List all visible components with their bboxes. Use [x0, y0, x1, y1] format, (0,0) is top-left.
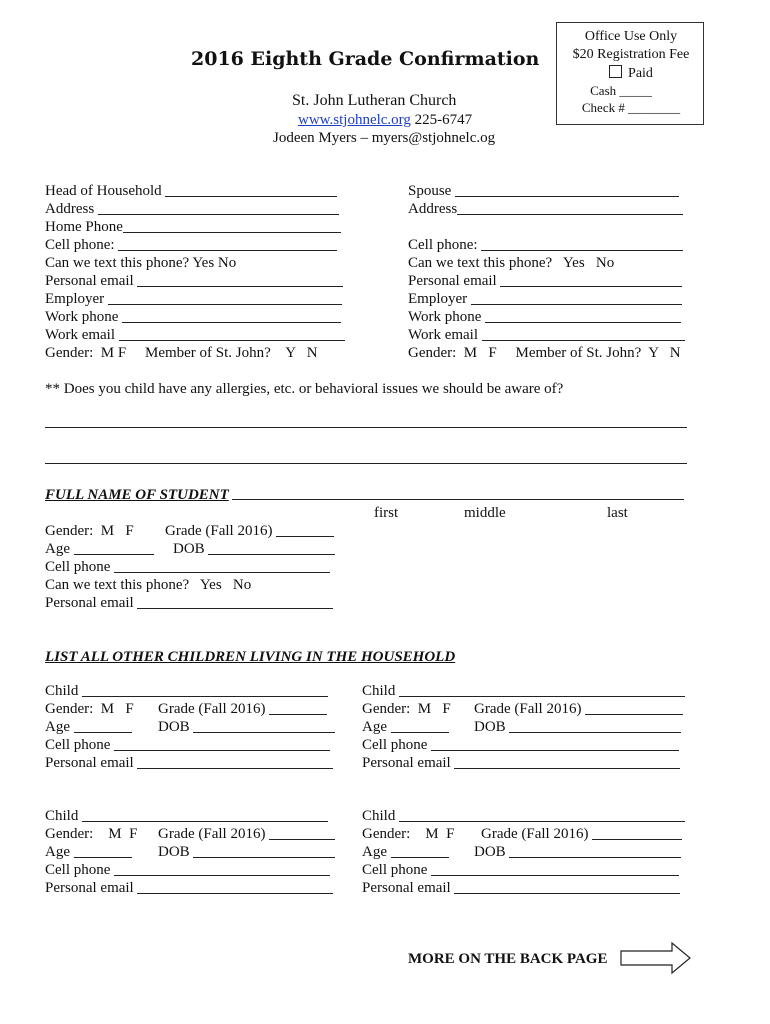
child-2-email-input[interactable] [454, 755, 680, 769]
website-link[interactable]: www.stjohnelc.org [298, 112, 411, 128]
church-name: St. John Lutheran Church [292, 92, 457, 109]
student-heading: FULL NAME OF STUDENT [45, 487, 229, 503]
spouse-address-input[interactable] [457, 201, 683, 215]
child-4-cell-input[interactable] [431, 862, 679, 876]
paid-checkbox[interactable] [609, 65, 622, 78]
hh-work-email-input[interactable] [119, 327, 345, 341]
child-4-age-field [362, 843, 449, 861]
hh-email-label: Personal email [45, 273, 134, 289]
allergy-line-2[interactable] [45, 463, 687, 464]
check-line: Check # ________ [581, 100, 681, 115]
student-grade-field [165, 522, 334, 540]
child-2-dob-field [474, 718, 681, 736]
spouse-label: Spouse [408, 183, 452, 199]
hh-work-email-field [45, 326, 345, 344]
student-age-input[interactable] [74, 541, 154, 555]
child-2-dob-input[interactable] [509, 719, 681, 733]
child-4-gender: Gender: M F [362, 826, 455, 842]
head-of-household-field [45, 182, 337, 200]
student-gender: Gender: M F [45, 523, 134, 539]
form-title: 2016 Eighth Grade Confirmation [191, 48, 540, 70]
hh-employer-input[interactable] [108, 291, 342, 305]
child-label: Child [45, 808, 79, 824]
contact-person: Jodeen Myers – myers@stjohnelc.og [273, 130, 496, 146]
child-1-name-field [45, 682, 328, 700]
child-2-age-field [362, 718, 449, 736]
spouse-cell-label: Cell phone: [408, 237, 478, 253]
child-1-age-input[interactable] [74, 719, 132, 733]
child-4-email-input[interactable] [454, 880, 680, 894]
child-4-dob-field [474, 843, 681, 861]
head-input[interactable] [165, 183, 337, 197]
child-4-name-field [362, 807, 685, 825]
child-2-email-field [362, 754, 680, 772]
child-1-age-field [45, 718, 132, 736]
child-1-grade-input[interactable] [269, 701, 327, 715]
child-1-grade-field [158, 700, 327, 718]
spouse-email-input[interactable] [500, 273, 682, 287]
child-1-dob-field [158, 718, 335, 736]
hh-employer-field [45, 290, 342, 308]
spouse-cell-input[interactable] [481, 237, 683, 251]
first-name-caption: first [374, 505, 399, 521]
home-phone-label: Home Phone [45, 219, 123, 235]
spouse-email-label: Personal email [408, 273, 497, 289]
child-4-grade-field [481, 825, 682, 843]
child-label: Child [45, 683, 79, 699]
child-3-cell-field [45, 861, 330, 879]
child-2-cell-input[interactable] [431, 737, 679, 751]
student-text-question: Can we text this phone? Yes No [45, 577, 252, 593]
child-2-age-input[interactable] [391, 719, 449, 733]
cash-line: Cash _____ [590, 83, 652, 98]
student-grade-input[interactable] [276, 523, 334, 537]
child-1-cell-input[interactable] [114, 737, 330, 751]
hh-cell-field [45, 236, 337, 254]
hh-address-label: Address [45, 201, 95, 217]
child-2-grade-field [474, 700, 683, 718]
hh-cell-label: Cell phone: [45, 237, 115, 253]
student-cell-input[interactable] [114, 559, 330, 573]
age-label: Age [45, 719, 70, 735]
church-phone: 225-6747 [414, 112, 473, 128]
home-phone-field [45, 218, 341, 236]
student-age-label: Age [45, 541, 70, 557]
spouse-input[interactable] [455, 183, 679, 197]
grade-label: Grade (Fall 2016) [158, 826, 266, 842]
registration-fee: $20 Registration Fee [572, 47, 690, 62]
dob-label: DOB [474, 719, 506, 735]
child-3-cell-input[interactable] [114, 862, 330, 876]
allergy-line-1[interactable] [45, 427, 687, 428]
student-email-field [45, 594, 333, 612]
hh-address-input[interactable] [98, 201, 339, 215]
spouse-work-email-label: Work email [408, 327, 479, 343]
spouse-work-phone-input[interactable] [485, 309, 681, 323]
child-1-email-input[interactable] [137, 755, 333, 769]
hh-work-email-label: Work email [45, 327, 116, 343]
hh-address-field [45, 200, 339, 218]
spouse-email-field [408, 272, 682, 290]
child-2-gender: Gender: M F [362, 701, 451, 717]
cell-label: Cell phone [362, 862, 428, 878]
student-email-label: Personal email [45, 595, 134, 611]
paid-label: Paid [628, 66, 653, 81]
hh-email-input[interactable] [137, 273, 343, 287]
child-3-age-field [45, 843, 132, 861]
child-3-email-input[interactable] [137, 880, 333, 894]
age-label: Age [362, 719, 387, 735]
email-label: Personal email [362, 880, 451, 896]
child-2-grade-input[interactable] [585, 701, 683, 715]
child-4-email-field [362, 879, 680, 897]
child-label: Child [362, 683, 396, 699]
email-label: Personal email [362, 755, 451, 771]
spouse-work-phone-field [408, 308, 681, 326]
student-grade-label: Grade (Fall 2016) [165, 523, 273, 539]
cell-label: Cell phone [45, 862, 111, 878]
children-heading: LIST ALL OTHER CHILDREN LIVING IN THE HOUSEHOLD [45, 649, 456, 665]
child-2-name-field [362, 682, 685, 700]
spouse-cell-field [408, 236, 683, 254]
spouse-employer-label: Employer [408, 291, 468, 307]
child-1-email-field [45, 754, 333, 772]
student-cell-field [45, 558, 330, 576]
child-3-age-input[interactable] [74, 844, 132, 858]
student-cell-label: Cell phone [45, 559, 111, 575]
child-3-grade-field [158, 825, 335, 843]
cell-label: Cell phone [362, 737, 428, 753]
spouse-work-email-field [408, 326, 685, 344]
child-3-name-input[interactable] [82, 808, 328, 822]
hh-work-phone-input[interactable] [122, 309, 341, 323]
spouse-work-phone-label: Work phone [408, 309, 482, 325]
office-use-box [556, 22, 704, 125]
office-heading: Office Use Only [584, 29, 678, 44]
child-1-gender: Gender: M F [45, 701, 134, 717]
grade-label: Grade (Fall 2016) [158, 701, 266, 717]
child-3-name-field [45, 807, 328, 825]
child-4-dob-input[interactable] [509, 844, 681, 858]
last-name-caption: last [607, 505, 628, 521]
grade-label: Grade (Fall 2016) [474, 701, 582, 717]
hh-gender-member: Gender: M F Member of St. John? Y N [45, 345, 318, 361]
middle-name-caption: middle [464, 505, 506, 521]
child-3-grade-input[interactable] [269, 826, 335, 840]
spouse-field [408, 182, 679, 200]
spouse-address-field [408, 200, 683, 218]
child-4-cell-field [362, 861, 679, 879]
child-1-dob-input[interactable] [193, 719, 335, 733]
child-3-dob-input[interactable] [193, 844, 335, 858]
hh-cell-input[interactable] [118, 237, 337, 251]
child-label: Child [362, 808, 396, 824]
student-dob-label: DOB [173, 541, 205, 557]
student-name-line[interactable] [232, 499, 684, 500]
child-2-name-input[interactable] [399, 683, 685, 697]
student-age-field [45, 540, 154, 558]
spouse-employer-input[interactable] [471, 291, 682, 305]
child-3-gender: Gender: M F [45, 826, 138, 842]
allergy-question: ** Does you child have any allergies, etc. or behavioral issues we should be aware of? [45, 381, 564, 397]
contact-line [298, 111, 472, 129]
hh-employer-label: Employer [45, 291, 105, 307]
child-3-dob-field [158, 843, 335, 861]
hh-text-question: Can we text this phone? Yes No [45, 255, 237, 271]
child-2-cell-field [362, 736, 679, 754]
spouse-gender-member: Gender: M F Member of St. John? Y N [408, 345, 681, 361]
spouse-employer-field [408, 290, 682, 308]
child-3-email-field [45, 879, 333, 897]
age-label: Age [362, 844, 387, 860]
dob-label: DOB [158, 844, 190, 860]
hh-email-field [45, 272, 343, 290]
hh-work-phone-label: Work phone [45, 309, 119, 325]
child-4-name-input[interactable] [399, 808, 685, 822]
age-label: Age [45, 844, 70, 860]
spouse-work-email-input[interactable] [482, 327, 685, 341]
hh-work-phone-field [45, 308, 341, 326]
paid-row [557, 65, 705, 82]
more-on-back: MORE ON THE BACK PAGE [408, 951, 608, 967]
dob-label: DOB [474, 844, 506, 860]
dob-label: DOB [158, 719, 190, 735]
student-email-input[interactable] [137, 595, 333, 609]
student-dob-field [173, 540, 335, 558]
child-4-age-input[interactable] [391, 844, 449, 858]
home-phone-input[interactable] [123, 219, 341, 233]
student-dob-input[interactable] [208, 541, 335, 555]
right-arrow-icon [620, 941, 692, 975]
child-1-cell-field [45, 736, 330, 754]
cell-label: Cell phone [45, 737, 111, 753]
grade-label: Grade (Fall 2016) [481, 826, 589, 842]
head-label: Head of Household [45, 183, 162, 199]
email-label: Personal email [45, 880, 134, 896]
child-1-name-input[interactable] [82, 683, 328, 697]
child-4-grade-input[interactable] [592, 826, 682, 840]
email-label: Personal email [45, 755, 134, 771]
spouse-address-label: Address [408, 201, 458, 217]
spouse-text-question: Can we text this phone? Yes No [408, 255, 615, 271]
